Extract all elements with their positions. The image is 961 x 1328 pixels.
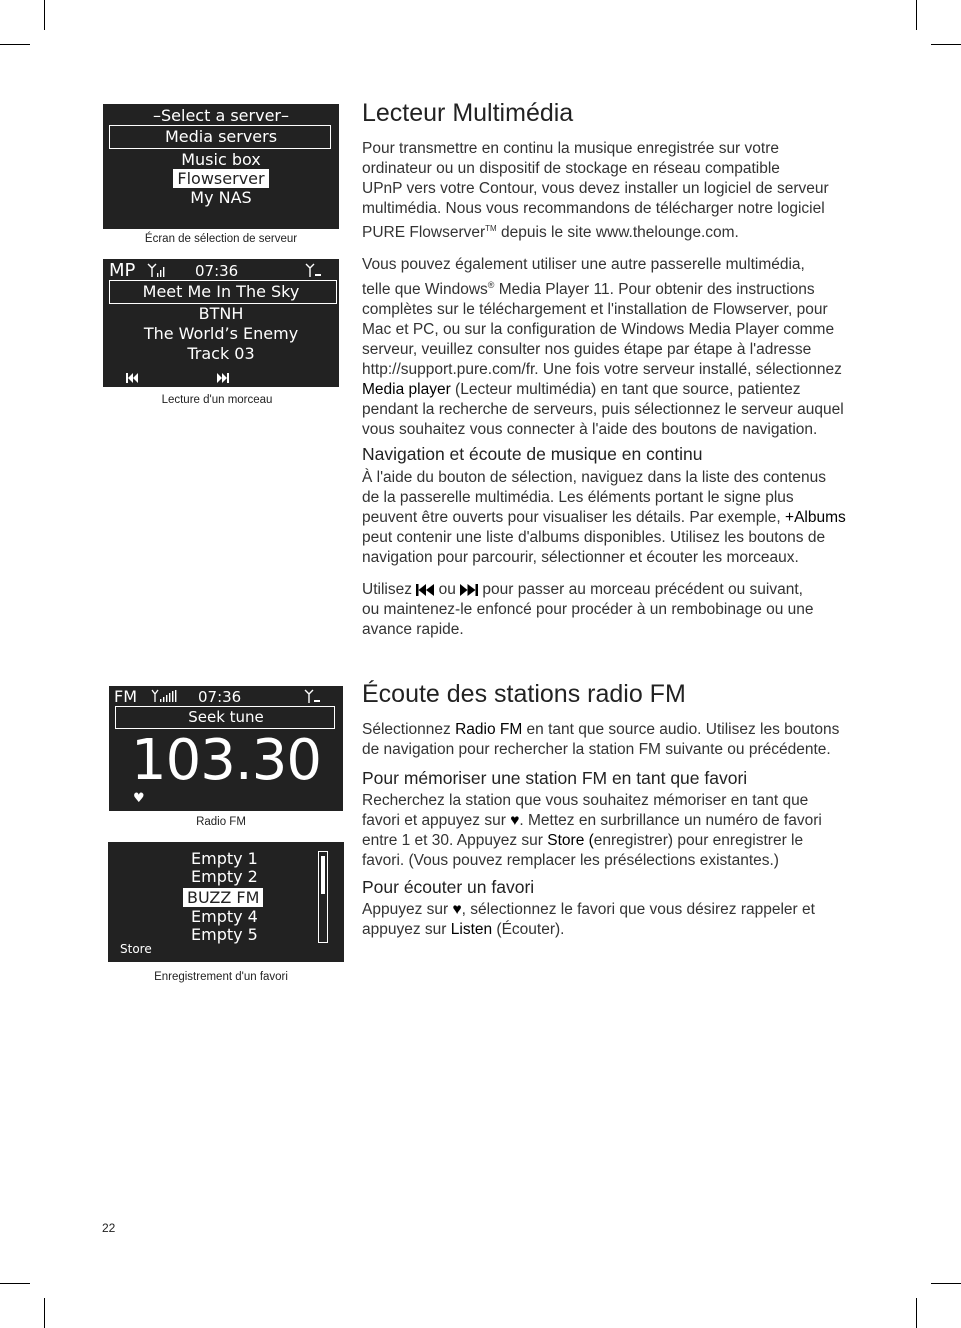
paragraph: À l'aide du bouton de sélection, naviguez dans la liste des contenus de la passerelle multimédia. Les éléments portant le signe plus peuvent être ouverts pour visualiser les détails. Par exemple, +Albums peut contenir une liste d'albums disponibles. Utilisez les boutons de navigation pour parcourir, sélectionner et écouter les morceaux. [362,469,846,566]
section-title-media-player: Lecteur Multimédia [362,99,574,127]
heart-icon: ♥ [510,812,520,829]
fm-screen [109,686,343,811]
store-label[interactable]: Store [120,942,152,956]
mode-label: FM [114,687,138,706]
crop-mark [931,44,961,45]
artist: BTNH [198,304,244,323]
section-title-fm: Écoute des stations radio FM [362,680,686,708]
albums-term: +Albums [785,509,846,526]
preset-item-selected[interactable] [183,888,263,907]
selected-item: Flowserver [173,169,268,188]
crop-mark [0,44,30,45]
scrollbar-thumb[interactable] [321,856,325,894]
caption-fm: Radio FM [196,816,246,828]
signal-icon [151,689,177,703]
heart-icon: ♥ [452,901,462,918]
section1-body [362,139,862,440]
section2-body [362,720,862,760]
screen-title: –Select a server– [153,106,289,125]
paragraph: Pour transmettre en continu la musique enregistrée sur votre ordinateur ou un dispositif de stockage en réseau compatible UPnP vers votre Contour, vous devez installer un logiciel de serveur multimédia. Nous vous recommandons de télécharger notre logiciel PURE Flowserver™ depuis le site www.thelounge.com. [362,140,829,242]
crop-mark [0,1283,30,1284]
selected-preset: BUZZ FM [183,888,263,907]
album: The World’s Enemy [143,324,299,343]
track-title: Meet Me In The Sky [142,282,300,301]
previous-icon [416,584,434,596]
status-text: Seek tune [188,708,264,726]
frequency: 103.30 [131,728,321,793]
menu-item-flowserver[interactable] [103,169,339,188]
section2-body-2 [362,791,862,871]
crop-mark [931,1283,961,1284]
heart-icon: ♥ [133,791,145,806]
preset-item[interactable]: Empty 4 [191,907,258,926]
scrollbar[interactable] [318,851,328,943]
preset-item[interactable]: Empty 2 [191,867,258,886]
crop-mark [916,1298,917,1328]
now-playing-screen [103,259,339,387]
next-icon[interactable] [217,373,229,383]
radio-fm-term: Radio FM [455,721,523,738]
menu-item-my-nas[interactable]: My NAS [190,188,252,207]
paragraph: Appuyez sur ♥, sélectionnez le favori que vous désirez rappeler et appuyez sur Listen (Écouter). [362,901,815,938]
next-icon [460,584,478,596]
paragraph: Sélectionnez Radio FM en tant que source audio. Utilisez les boutons de navigation pour rechercher la station FM suivante ou précédente. [362,721,840,758]
crop-mark [916,0,917,30]
subheading-store-favorite: Pour mémoriser une station FM en tant que favori [362,768,748,788]
caption-server: Écran de sélection de serveur [144,233,298,245]
caption-playing: Lecture d'un morceau [161,394,273,406]
paragraph: Recherchez la station que vous souhaitez mémoriser en tant que favori et appuyez sur ♥. Mettez en surbrillance un numéro de favori entre 1 et 30. Appuyez sur Store (enregistrer) pour enregistrer le favori. (Vous pouvez remplacer les présélections existantes.) [362,792,822,869]
paragraph: Vous pouvez également utiliser une autre passerelle multimédia, telle que Windows® Media Player 11. Pour obtenir des instructions complètes sur le téléchargement et l'installation de Flowserver, pour Mac et PC, ou sur la configuration de Windows Media Player comme serveur, veuillez consulter nos guides étape par étape à l'adresse http://support.pure.com/fr. Une fois votre serveur installé, sélectionnez Media player (Lecteur multimédia) en tant que source, patientez pendant la recherche de serveurs, puis sélectionnez le serveur auquel vous souhaitez vous connecter à l'aide des boutons de navigation. [362,256,844,439]
clock: 07:36 [195,262,239,280]
network-icon [304,688,322,704]
crop-mark [44,1298,45,1328]
mode-label: MP [109,260,136,281]
server-select-screen [103,104,339,229]
listen-term: Listen [450,921,493,938]
page-number: 22 [102,1221,116,1235]
caption-preset: Enregistrement d'un favori [154,971,288,983]
preset-item[interactable]: Empty 5 [191,925,258,944]
crop-mark [44,0,45,30]
signal-icon [147,262,165,278]
subheading-navigation: Navigation et écoute de musique en continu [362,444,703,464]
subheading-listen-favorite: Pour écouter un favori [362,877,535,897]
preset-screen [108,842,344,962]
clock: 07:36 [198,688,242,706]
menu-item-media-servers[interactable]: Media servers [164,127,278,146]
previous-icon[interactable] [126,373,138,383]
preset-item[interactable]: Empty 1 [191,849,258,868]
menu-item-music-box[interactable]: Music box [181,150,261,169]
store-term: Store ( [547,832,594,849]
media-player-term: Media player [362,381,451,399]
section1-body-2 [362,468,862,640]
track-number: Track 03 [187,344,255,363]
section2-body-3 [362,900,862,940]
network-icon [305,262,323,278]
paragraph: Utilisez ou pour passer au morceau précédent ou suivant, ou maintenez-le enfoncé pour procéder à un rembobinage ou une avance rapide. [362,581,814,638]
